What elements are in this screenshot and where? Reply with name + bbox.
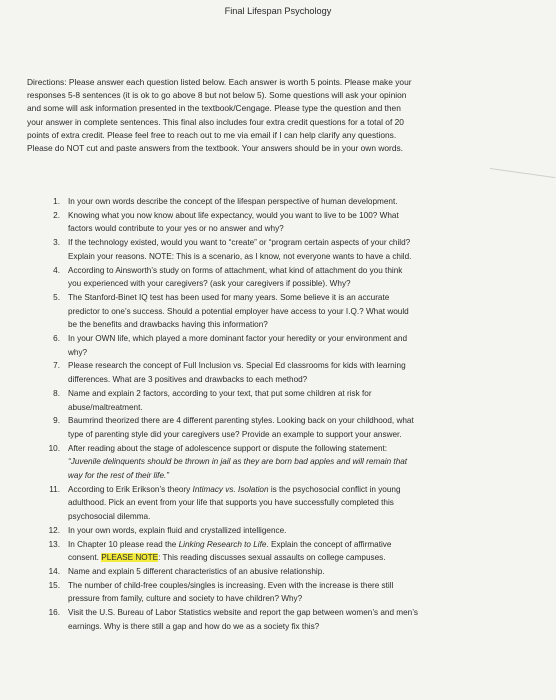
question-text: Name and explain 2 factors, according to your text, that put some children at risk for <box>68 388 372 398</box>
question-text: Name and explain 5 different characteristics of an abusive relationship. <box>68 566 325 576</box>
question-list <box>44 195 534 634</box>
question-item <box>44 264 534 291</box>
question-text: Baumrind theorized there are 4 different parenting styles. Looking back on your childhood, what <box>68 416 414 426</box>
question-number: 6. <box>53 334 60 344</box>
question-text: differences. What are 3 positives and drawbacks to each method? <box>68 375 308 385</box>
question-text: If the technology existed, would you want to “create” or “program certain aspects of your child? <box>68 238 411 248</box>
question-number: 14. <box>48 566 60 576</box>
question-text: Please research the concept of Full Inclusion vs. Special Ed classrooms for kids with learning <box>68 361 406 371</box>
page-title: Final Lifespan Psychology <box>224 6 332 16</box>
directions-line: responses 5-8 sentences (it is ok to go above 8 but not below 5). Some questions will ask your opinion <box>27 90 407 101</box>
question-text: According to Ainsworth’s study on forms of attachment, what kind of attachment do you think <box>68 265 403 275</box>
directions-line: points of extra credit. Please feel free to reach out to me via email if I can help clarify any questions. <box>27 129 397 140</box>
question-text: adulthood. Pick an event from your life that supports you have successfully completed this <box>68 498 394 508</box>
question-text-segment: . Explain the concept of affirmative <box>266 539 392 549</box>
question-text: be the benefits and drawbacks having this information? <box>68 320 268 330</box>
question-text: Visit the U.S. Bureau of Labor Statistics website and report the gap between women’s and men’s <box>68 608 418 618</box>
quoted-statement: way for the rest of their life.” <box>68 471 170 481</box>
question-text: Explain your reasons. NOTE: This is a scenario, as I know, not everyone wants to have a child. <box>68 251 412 261</box>
question-item <box>44 332 534 359</box>
question-item <box>44 236 534 263</box>
question-text <box>68 538 534 552</box>
question-text-segment: In Chapter 10 please read the <box>68 539 179 549</box>
reading-title: Linking Research to Life <box>178 539 267 549</box>
directions-line: and some will ask information presented in the textbook/Cengage. Please type the question and then <box>27 103 401 114</box>
question-number: 13. <box>48 539 60 549</box>
question-text: abuse/maltreatment. <box>68 402 143 412</box>
question-text: The number of child-free couples/singles is increasing. Even with the increase is there still <box>68 580 394 590</box>
question-text: Knowing what you now know about life expectancy, would you want to live to be 100? What <box>68 210 399 220</box>
question-number: 2. <box>53 210 60 220</box>
theory-stage-name: Intimacy vs. Isolation <box>192 484 269 494</box>
question-item <box>44 538 534 565</box>
question-text: After reading about the stage of adolescence support or dispute the following statement: <box>68 443 388 453</box>
question-number: 10. <box>48 443 60 453</box>
question-item <box>44 291 534 332</box>
question-number: 15. <box>48 580 60 590</box>
question-text: earnings. Why is there still a gap and how do we as a society fix this? <box>68 621 320 631</box>
question-number: 7. <box>53 361 60 371</box>
question-item <box>44 483 534 524</box>
question-item <box>44 606 534 633</box>
question-text <box>68 483 534 497</box>
question-text: predictor to one’s success. Should a potential employer have access to your I.Q.? What would <box>68 306 409 316</box>
question-item <box>44 359 534 386</box>
question-item <box>44 442 534 483</box>
question-text: you experienced with your caregivers? (ask your caregivers if possible). Why? <box>68 279 351 289</box>
question-number: 16. <box>48 608 60 618</box>
question-number: 5. <box>53 292 60 302</box>
question-item <box>44 209 534 236</box>
question-text: type of parenting style did your caregivers use? Provide an example to support your answer. <box>68 429 402 439</box>
directions-line: your answer in complete sentences. This final also includes four extra credit questions for a total of 20 <box>27 116 404 127</box>
question-item <box>44 195 534 209</box>
directions-line: Directions: Please answer each question listed below. Each answer is worth 5 points. Please make your <box>27 77 412 87</box>
question-text: why? <box>68 347 88 357</box>
question-text-segment: : This reading discusses sexual assaults on college campuses. <box>158 553 386 563</box>
question-text: factors would contribute to your yes or no answer and why? <box>68 224 284 234</box>
directions-line: Please do NOT cut and paste answers from the textbook. Your answers should be in your own words. <box>27 143 403 154</box>
question-item <box>44 414 534 441</box>
question-number: 4. <box>53 265 60 275</box>
question-number: 3. <box>53 238 60 248</box>
question-text: The Stanford-Binet IQ test has been used for many years. Some believe it is an accurate <box>68 292 390 302</box>
question-item <box>44 524 534 538</box>
question-number: 1. <box>53 197 60 206</box>
question-text: In your own words describe the concept of the lifespan perspective of human development. <box>68 197 398 206</box>
question-item <box>44 565 534 579</box>
question-text <box>68 551 534 565</box>
question-text: In your OWN life, which played a more dominant factor your heredity or your environment and <box>68 334 408 344</box>
question-text-segment: is the psychosocial conflict in young <box>268 484 401 494</box>
question-item <box>44 579 534 606</box>
question-text: psychosocial dilemma. <box>68 512 151 522</box>
question-number: 9. <box>53 416 60 426</box>
question-text-segment: consent. <box>68 553 102 563</box>
question-number: 11. <box>49 484 60 494</box>
question-item <box>44 387 534 414</box>
question-number: 12. <box>48 525 60 535</box>
question-text: pressure from family, culture and society to have children? Why? <box>68 594 303 604</box>
highlighted-note: PLEASE NOTE <box>101 553 159 563</box>
directions-paragraph <box>27 76 503 155</box>
quoted-statement: “Juvenile delinquents should be thrown in jail as they are born bad apples and will remain that <box>68 457 408 467</box>
question-text-segment: According to Erik Erikson’s theory <box>68 484 193 494</box>
scan-line-divider <box>490 168 555 178</box>
question-number: 8. <box>53 388 60 398</box>
question-text: In your own words, explain fluid and crystallized intelligence. <box>68 525 287 535</box>
